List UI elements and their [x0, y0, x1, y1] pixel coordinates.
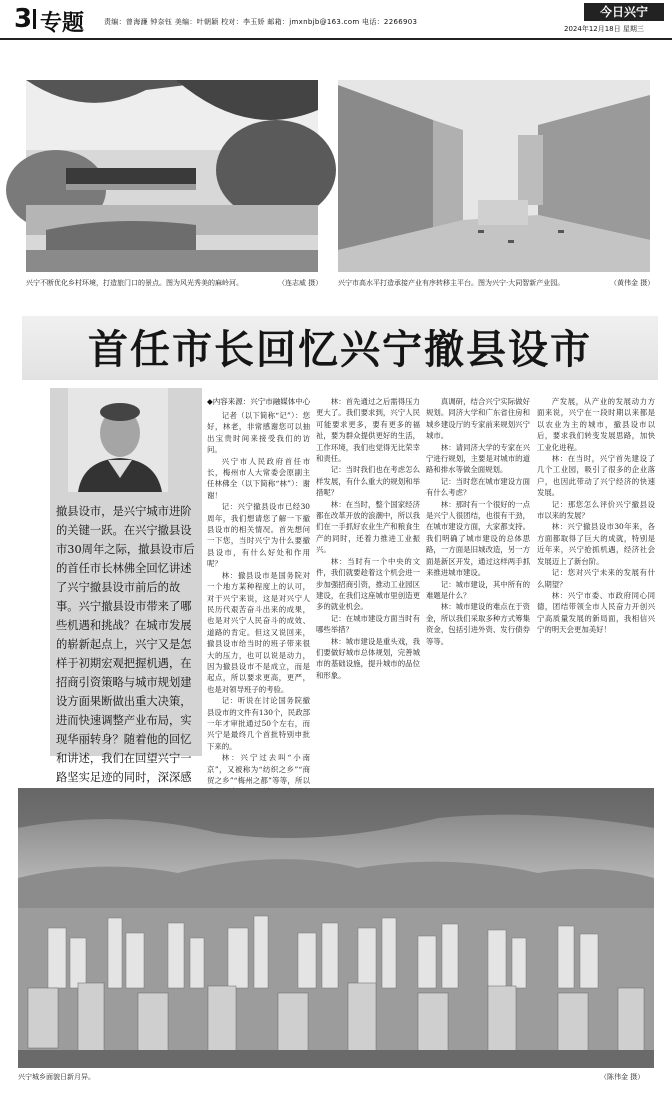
- paragraph: 记：兴宁撤县设市已经30周年，我们想请您了解一下撤县设市的相关情况。首先想问一下您，当时兴宁为什么要撤县设市，有什么好处和作用呢？: [207, 502, 310, 569]
- paragraph: 林：城市建设是重头戏，我们要做好城市总体规划，完善城市的基础设施，提升城市的品位和形象。: [316, 636, 420, 680]
- photo-river-village: [26, 80, 318, 272]
- paragraph: 记：在城市建设方面当时有哪些举措？: [316, 613, 420, 635]
- paragraph: 兴宁市人民政府首任市长，梅州市人大常委会原副主任林佛全（以下简称“林”）：谢谢！: [207, 456, 310, 500]
- paragraph: 记：您对兴宁未来的发展有什么期望？: [537, 568, 655, 589]
- photo-credit: （黄伟金 摄）: [610, 279, 655, 287]
- byline: ◆内容来源：兴宁市融媒体中心: [207, 397, 311, 406]
- paragraph: 林：兴宁撤县设市30年来，各方面都取得了巨大的成就，特别是近年来，兴宁抢抓机遇，经济社会发展迈上了新台阶。: [537, 522, 655, 566]
- paragraph: 记：当时您在城市建设方面有什么考虑？: [426, 476, 530, 498]
- paragraph: 记：听说在讨论国务院撤县设市的文件有130个，民政部一年才审批通过50个左右，而兴宁是最终几个首批特别申批下来的。: [207, 696, 310, 751]
- editor-credits: 责编：曾海濂 钟奈钰 美编：叶朝颖 校对：李玉娇 邮箱：jmxnbjb@163.com 电话：2266903: [104, 18, 418, 26]
- paragraph: 记：那您怎么评价兴宁撤县设市以来的发展？: [537, 499, 655, 521]
- paragraph: 记者（以下简称“记”）：您好，林老，非常感谢您可以抽出宝贵时间来接受我们的访问。: [207, 411, 310, 455]
- headline: 首任市长回忆兴宁撤县设市: [88, 326, 592, 373]
- portrait-photo: [68, 388, 168, 492]
- photo-caption: 兴宁市高水平打造承接产业有序转移主平台。图为兴宁·大同智新产业园。: [338, 279, 565, 287]
- photo-city-panorama: [18, 788, 654, 1068]
- paragraph: 产发展，从产业的发展动力方面来说，兴宁在一段时期以来都是以农业为主的城市，撤县设市以后，要求我们转变发展思路，加快工业化进程。: [537, 397, 655, 452]
- paragraph: 林：兴宁市委、市政府同心同德，团结带领全市人民奋力开创兴宁高质量发展的新局面，我相信兴宁的明天会更加美好！: [537, 590, 655, 635]
- article-column-3: [426, 396, 530, 778]
- paragraph: 记：当时我们也在考虑怎么样发展，有什么重大的规划和举措呢？: [316, 465, 420, 498]
- article-column-1: [207, 410, 310, 785]
- paragraph: 记：城市建设，其中所有的难题是什么？: [426, 579, 530, 600]
- article-column-2: [316, 396, 420, 778]
- paragraph: 林：城市建设的难点在于资金，所以我们采取多种方式筹集资金，包括引进外资、发行债券等等。: [426, 602, 530, 646]
- page-number: 3: [14, 4, 33, 34]
- section-title: 专题: [40, 11, 85, 36]
- paragraph: 林：请同济大学的专家在兴宁进行规划，主要是对城市的道路和排水等做全面规划。: [426, 442, 530, 475]
- photo-caption: 兴宁不断优化乡村环境，打造旅门口的景点。图为风光秀美的麻岭河。: [26, 279, 243, 287]
- photo-credit: （连志威 摄）: [278, 279, 323, 287]
- article-column-4: [537, 396, 655, 778]
- lead-paragraph: 撤县设市，是兴宁城市进阶的关键一跃。在兴宁撤县设市30周年之际，撤县设市后的首任市长林佛全回忆讲述了兴宁撤县设市前后的故事。兴宁撤县设市带来了哪些机遇和挑战？在城市发展的崭新起点上，兴宁又是怎样于初期宏观把握机遇，在招商引资策略与城市规划建设方面果断做出重大决策，进而快速调整产业布局，实现华丽转身？随着他的回忆和讲述，我们在回望兴宁一路坚实足迹的同时，深深感: [56, 505, 195, 784]
- paragraph: 林：在当时，整个国家经济都在改革开放的浪潮中，所以我们在一手抓好农业生产和粮食生产的同时，还着力推进工业振兴。: [316, 499, 420, 555]
- photo-credit: （陈伟金 摄）: [600, 1073, 645, 1081]
- photo-industrial-park: [338, 80, 650, 272]
- paragraph: 林：兴宁过去叫“小南京”，又被称为“纺织之乡”“商贸之乡”“梅州之都”等等，所以: [207, 753, 310, 785]
- paragraph: 林：首先通过之后需得压力更大了。我们要求到，兴宁人民可能要求更多，要有更多的福祉，要为群众提供更好的生活，工作环境，我们也觉得无比荣幸和责任。: [316, 397, 420, 464]
- issue-date: 2024年12月18日 星期三: [564, 25, 644, 33]
- paragraph: 林：当时有一个中央的文件，我们就要趁着这个机会进一步加强招商引资，推动工业园区建设，在我们这座城市里创造更多的就业机会。: [316, 556, 420, 612]
- paragraph: 林：在当时，兴宁首先建设了几个工业园，吸引了很多的企业落户，也因此带动了兴宁经济的快速发展。: [537, 454, 655, 498]
- paragraph: 林：撤县设市是国务院对一个地方某种程度上的认可，对于兴宁来说，这是对兴宁人民历代艰苦奋斗出来的成果，也是对兴宁人民奋斗的成效、道路的肯定。但这又说回来，撤县设市给当时的班子带来很大的压力，也可以说是动力，因为撤县设市不是成立，而是起点，所以要求更高，更严，也是对领导班子的考验。: [207, 570, 310, 694]
- photo-caption: 兴宁城乡面貌日新月异。: [18, 1073, 95, 1081]
- paragraph: 林：那时有一个很好的一点是兴宁人很团结，也很有干劲，在城市建设方面，大家都支持。我们明确了城市建设的总体思路，一方面是旧城改造，另一方面是新区开发，通过这样两手抓来推进城市建设。: [426, 499, 530, 578]
- divider: [33, 9, 36, 29]
- paragraph: 真调研，结合兴宁实际做好规划。同济大学和广东省住房和城乡建设厅的专家前来规划兴宁城市。: [426, 397, 530, 441]
- paper-logo: 今日兴宁: [584, 3, 664, 21]
